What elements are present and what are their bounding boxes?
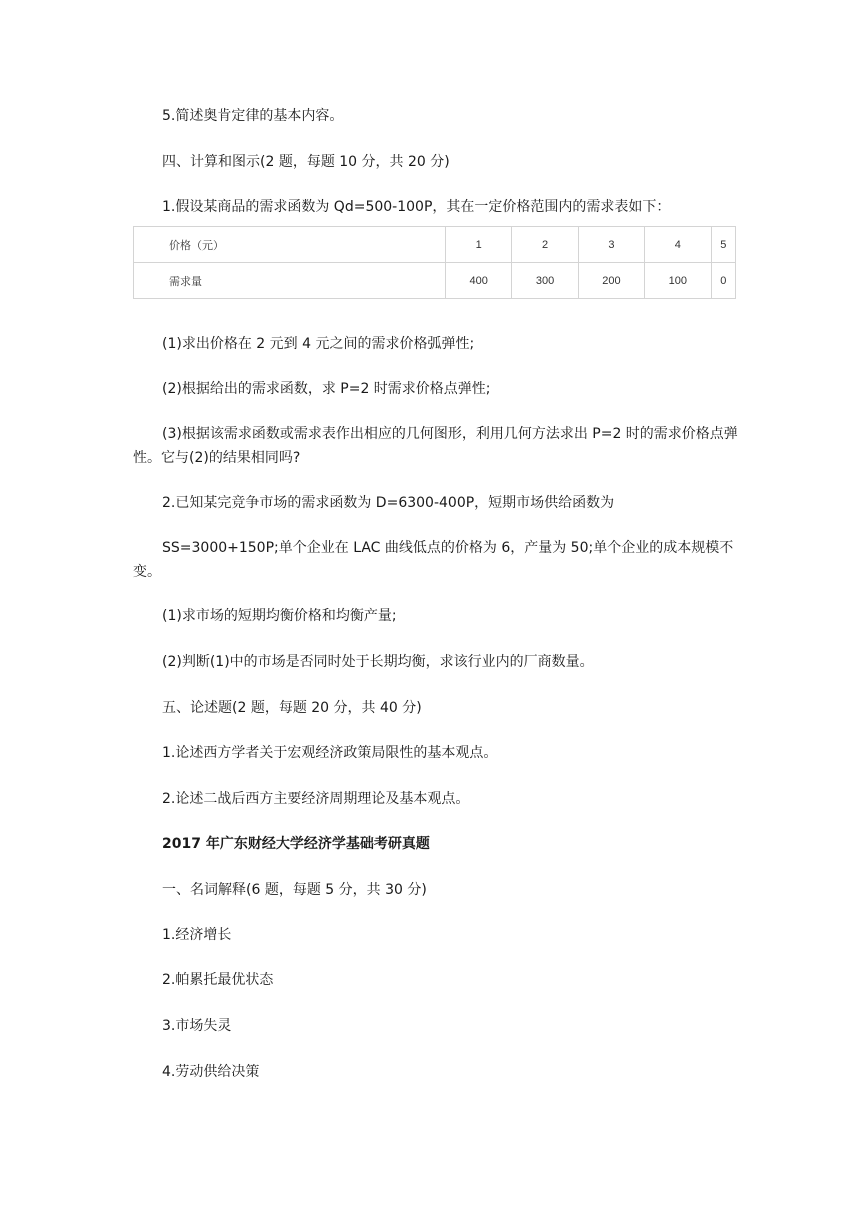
table-row-price <box>134 227 736 263</box>
section-heading-terms: 一、名词解释(6 题，每题 5 分，共 30 分) <box>162 882 427 898</box>
demand-schedule-table <box>133 226 736 299</box>
table-cell: 2 <box>512 227 578 263</box>
essay-question-2: 2.论述二战后西方主要经济周期理论及基本观点。 <box>162 791 470 807</box>
table-cell: 4 <box>645 227 711 263</box>
term-1: 1.经济增长 <box>162 927 232 943</box>
calc-question-1-part-3: (3)根据该需求函数或需求表作出相应的几何图形，利用几何方法求出 P=2 时的需求价格点弹性。它与(2)的结果相同吗? <box>133 426 738 466</box>
table-cell: 5 <box>711 227 735 263</box>
term-4: 4.劳动供给决策 <box>162 1064 260 1080</box>
term-3: 3.市场失灵 <box>162 1018 232 1034</box>
calc-question-2-part-2: (2)判断(1)中的市场是否同时处于长期均衡，求该行业内的厂商数量。 <box>162 654 594 670</box>
calc-question-2-continued: SS=3000+150P;单个企业在 LAC 曲线低点的价格为 6，产量为 50;单个企业的成本规模不变。 <box>133 540 734 580</box>
table-cell: 3 <box>578 227 644 263</box>
calc-question-1-part-2: (2)根据给出的需求函数，求 P=2 时需求价格点弹性; <box>162 381 491 397</box>
question-okun-law: 5.简述奥肯定律的基本内容。 <box>162 108 344 124</box>
term-2: 2.帕累托最优状态 <box>162 972 274 988</box>
calc-question-1: 1.假设某商品的需求函数为 Qd=500-100P，其在一定价格范围内的需求表如下： <box>162 199 671 215</box>
section-heading-calculation: 四、计算和图示(2 题，每题 10 分，共 20 分) <box>162 154 450 170</box>
table-cell: 0 <box>711 263 735 299</box>
table-cell: 需求量 <box>134 263 446 299</box>
table-cell: 1 <box>446 227 512 263</box>
table-cell: 100 <box>645 263 711 299</box>
calc-question-2: 2.已知某完竞争市场的需求函数为 D=6300-400P，短期市场供给函数为 <box>162 495 615 511</box>
table-cell: 400 <box>446 263 512 299</box>
exam-title-2017: 2017 年广东财经大学经济学基础考研真题 <box>162 836 430 852</box>
table-cell: 价格（元） <box>134 227 446 263</box>
table-row-quantity <box>134 263 736 299</box>
section-heading-essay: 五、论述题(2 题，每题 20 分，共 40 分) <box>162 700 422 716</box>
calc-question-2-part-1: (1)求市场的短期均衡价格和均衡产量; <box>162 608 397 624</box>
table-cell: 300 <box>512 263 578 299</box>
table-cell: 200 <box>578 263 644 299</box>
calc-question-1-part-1: (1)求出价格在 2 元到 4 元之间的需求价格弧弹性; <box>162 336 475 352</box>
essay-question-1: 1.论述西方学者关于宏观经济政策局限性的基本观点。 <box>162 745 498 761</box>
